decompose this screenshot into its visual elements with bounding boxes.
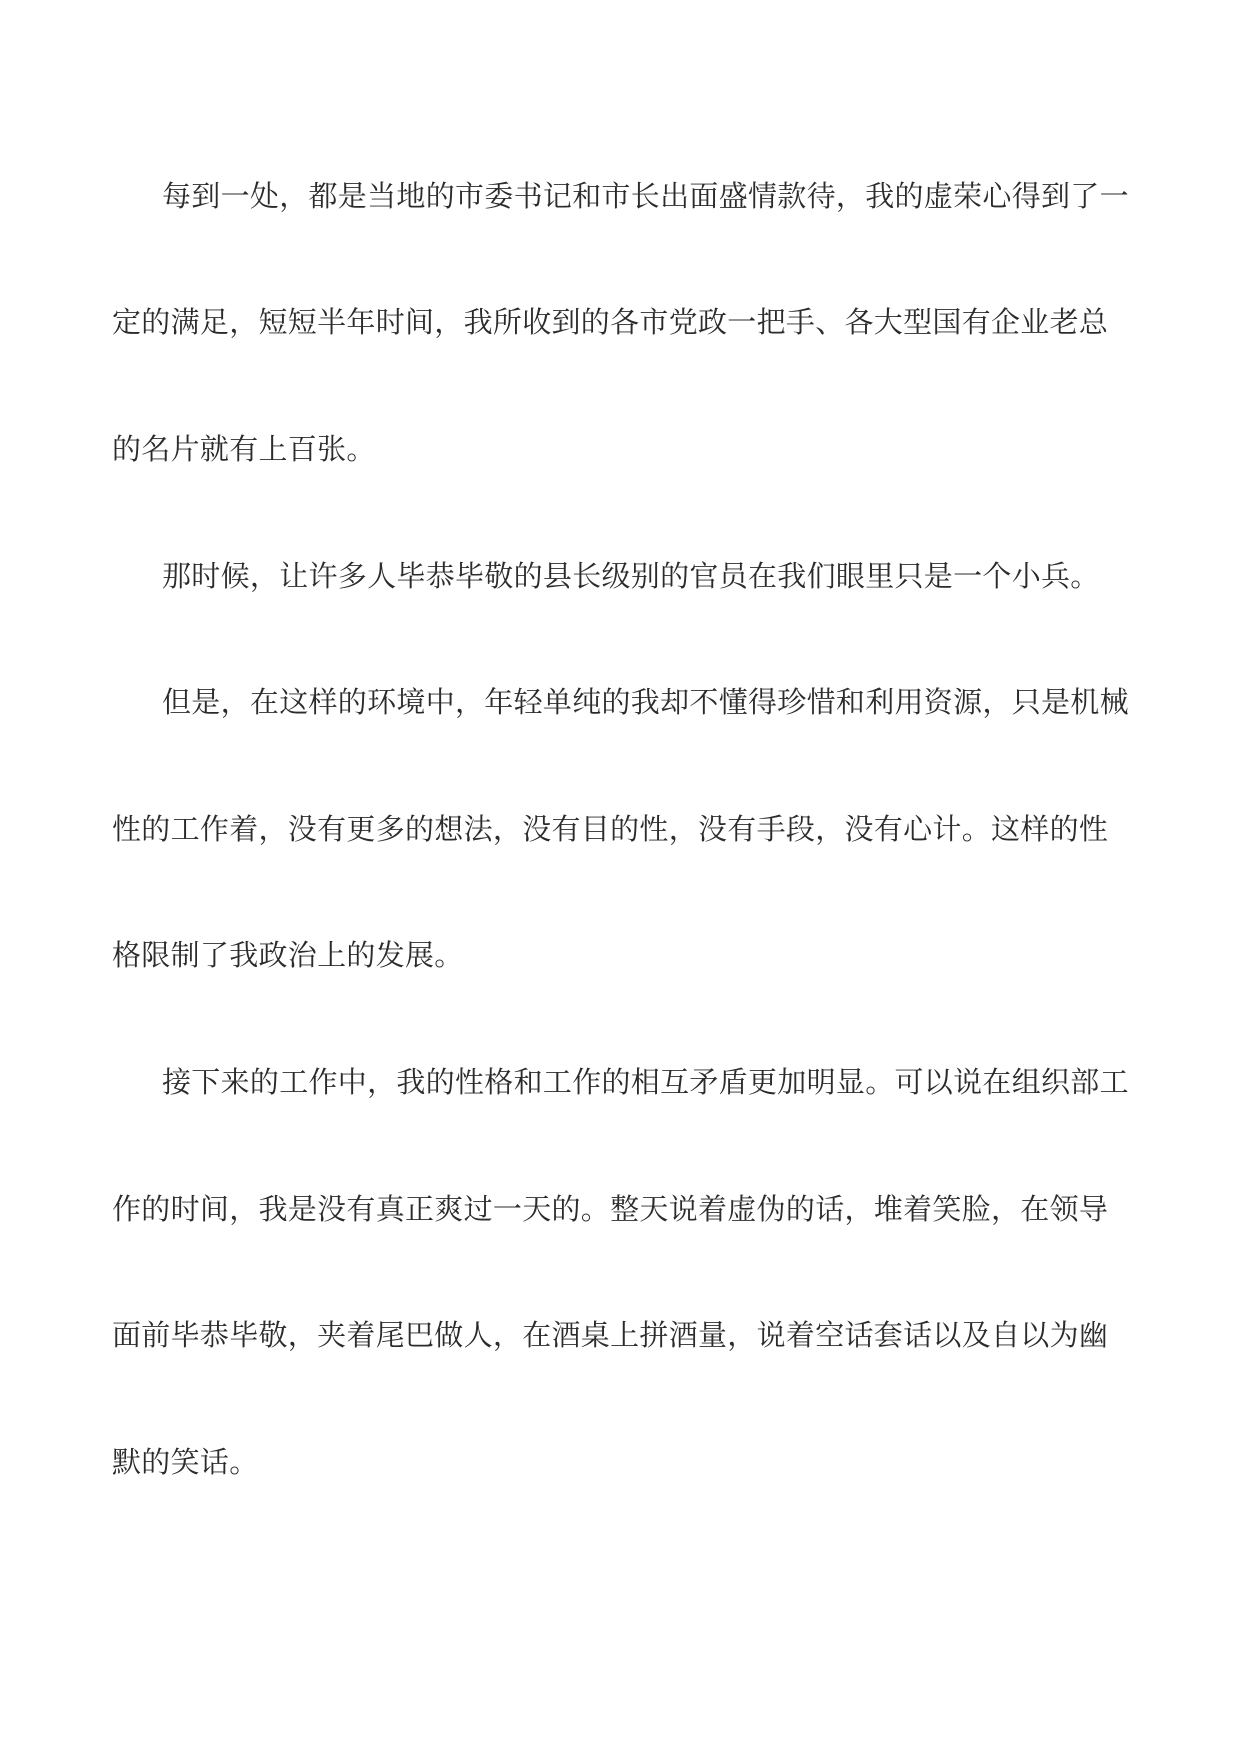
paragraph-4-line-2: 作的时间，我是没有真正爽过一天的。整天说着虚伪的话，堆着笑脸，在领导 (112, 1192, 1109, 1226)
paragraph-3-line-3: 格限制了我政治上的发展。 (112, 938, 464, 972)
paragraph-1-line-3: 的名片就有上百张。 (112, 432, 376, 466)
paragraph-3-line-1: 但是，在这样的环境中，年轻单纯的我却不懂得珍惜和利用资源，只是机械 (162, 685, 1129, 719)
paragraph-1-line-1: 每到一处，都是当地的市委书记和市长出面盛情款待，我的虚荣心得到了一 (162, 179, 1129, 213)
paragraph-4-line-1: 接下来的工作中，我的性格和工作的相互矛盾更加明显。可以说在组织部工 (162, 1065, 1129, 1099)
paragraph-4-line-4: 默的笑话。 (112, 1445, 259, 1479)
paragraph-1-line-2: 定的满足，短短半年时间，我所收到的各市党政一把手、各大型国有企业老总 (112, 305, 1109, 339)
paragraph-4-line-3: 面前毕恭毕敬，夹着尾巴做人，在酒桌上拼酒量，说着空话套话以及自以为幽 (112, 1318, 1109, 1352)
paragraph-2-line-1: 那时候，让许多人毕恭毕敬的县长级别的官员在我们眼里只是一个小兵。 (162, 559, 1100, 593)
paragraph-3-line-2: 性的工作着，没有更多的想法，没有目的性，没有手段，没有心计。这样的性 (112, 812, 1109, 846)
